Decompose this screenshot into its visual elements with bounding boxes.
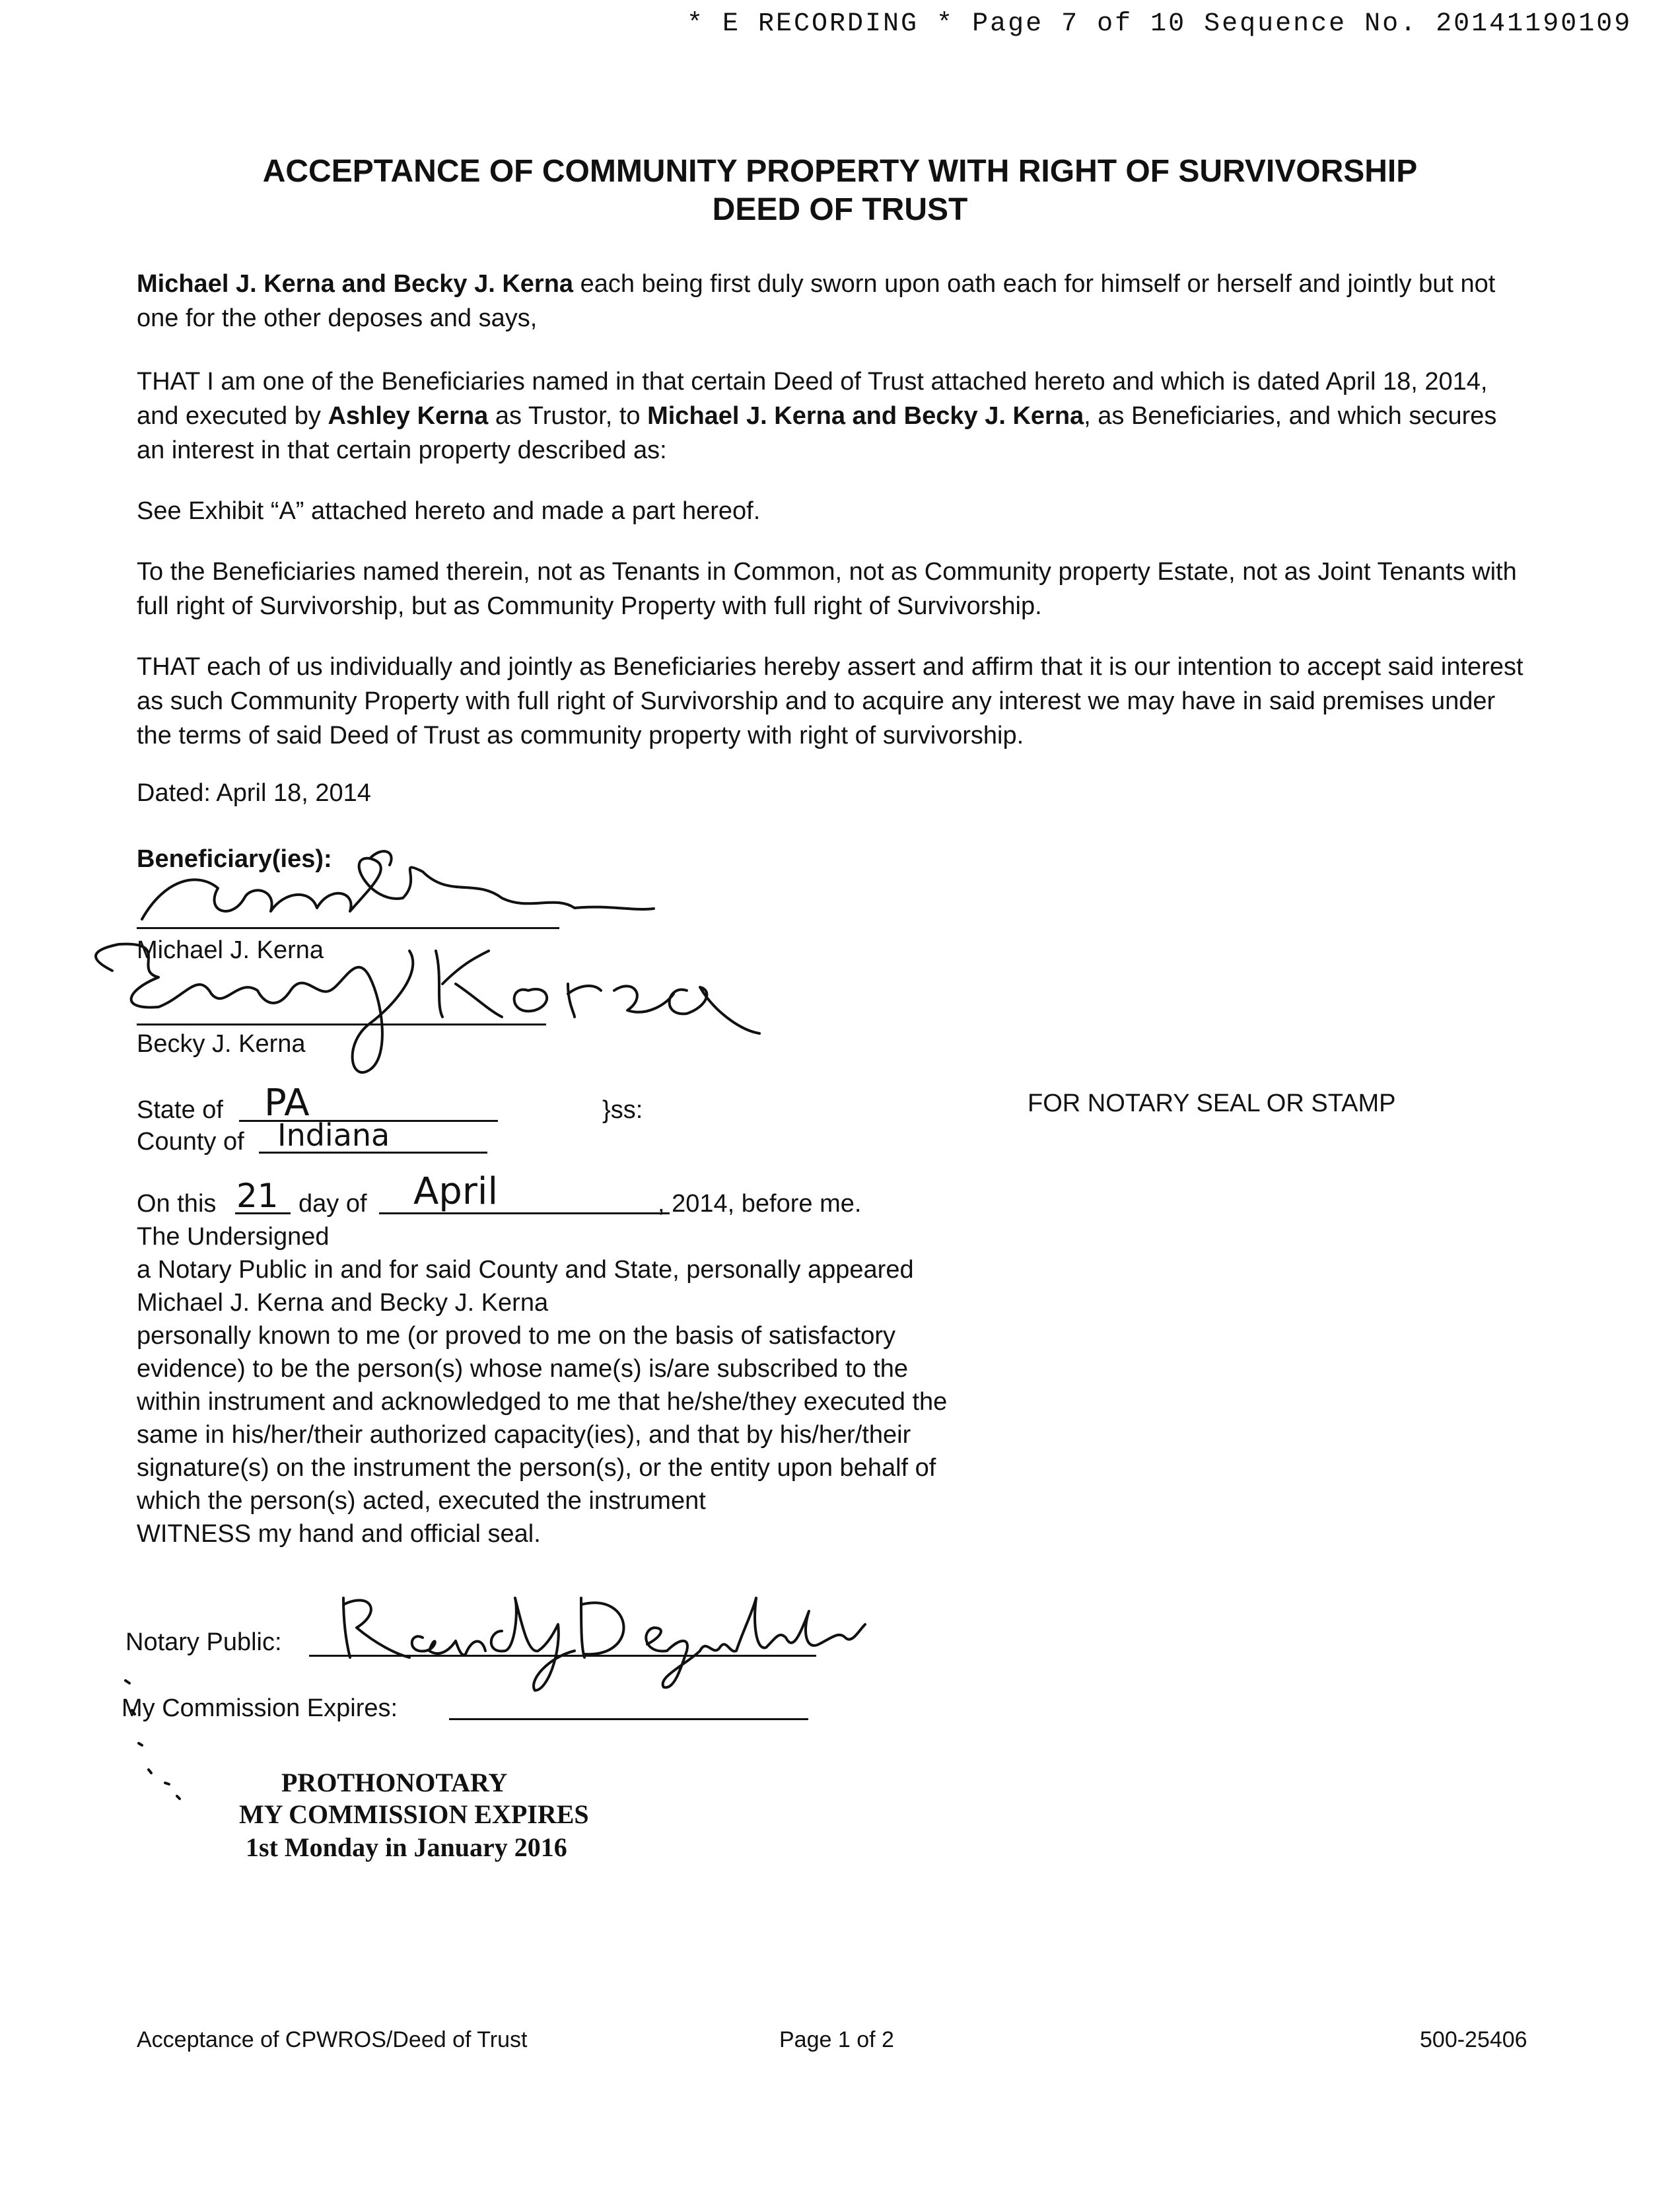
recording-header: * E RECORDING * Page 7 of 10 Sequence No. 20141190109	[687, 9, 1632, 39]
signer-name-becky: Becky J. Kerna	[137, 1030, 306, 1058]
intent-paragraph: THAT each of us individually and jointly as Beneficiaries hereby assert and affirm that it is our intention to accept said interest as such Community Property with full right of Survivorship and to acquire any interest we may have in said premises under the terms of said Deed of Trust as community property with right of survivorship.	[137, 653, 1523, 749]
that-part3: , as Beneficiaries, and which secures an interest in that certain property described as:	[137, 402, 1497, 464]
notary-signature-line	[309, 1655, 816, 1657]
dated-line: Dated: April 18, 2014	[137, 779, 371, 807]
exhibit-paragraph: See Exhibit “A” attached hereto and made a part hereof.	[137, 497, 761, 525]
signature-line-becky	[137, 1024, 546, 1025]
that-part1: THAT I am one of the Beneficiaries named in that certain Deed of Trust attached hereto and which is dated April 18, 2014, and executed by	[137, 368, 1488, 430]
tenancy-paragraph: To the Beneficiaries named therein, not as Tenants in Common, not as Community property Estate, not as Joint Tenants with full right of Survivorship, but as Community Property with full right of Survivorship.	[137, 558, 1517, 620]
state-label: State of	[137, 1096, 223, 1124]
footer-page-number: Page 1 of 2	[779, 2027, 894, 2052]
beneficiary-names: Michael J. Kerna and Becky J. Kerna	[647, 402, 1084, 430]
document-subtitle: DEED OF TRUST	[712, 192, 968, 227]
county-value: Indiana	[277, 1117, 390, 1153]
trustor-name: Ashley Kerna	[328, 402, 489, 430]
notary-public-label: Notary Public:	[125, 1628, 282, 1656]
stamp-line-3: 1st Monday in January 2016	[246, 1832, 567, 1862]
footer-file-number: 500-25406	[1420, 2027, 1527, 2052]
day-value: 21	[236, 1177, 279, 1215]
on-this-label: On this	[137, 1190, 217, 1218]
beneficiaries-heading: Beneficiary(ies):	[137, 845, 332, 873]
stamp-line-1: PROTHONOTARY	[281, 1768, 508, 1797]
commission-expires-label: My Commission Expires:	[122, 1694, 398, 1722]
intro-names: Michael J. Kerna and Becky J. Kerna	[137, 270, 574, 298]
deed-description-paragraph	[137, 364, 1530, 468]
document-title: ACCEPTANCE OF COMMUNITY PROPERTY WITH RIGHT OF SURVIVORSHIP	[262, 154, 1418, 189]
acknowledgment-body: The Undersigned a Notary Public in and for said County and State, personally appeared Michael J. Kerna and Becky J. Kerna personally known to me (or proved to me on the basis of satisfactory evidence) to be the person(s) whose name(s) is/are subscribed to the within instrument and acknowledged to me that he/she/they executed the same in his/her/their authorized capacity(ies), and that by his/her/their signature(s) on the instrument the person(s), or the entity upon behalf of which the person(s) acted, executed the instrument WITNESS my hand and official seal.	[137, 1223, 948, 1548]
intro-paragraph	[137, 267, 1530, 335]
county-label: County of	[137, 1128, 244, 1156]
year-text: , 2014, before me.	[658, 1190, 862, 1218]
day-of-label: day of	[298, 1190, 367, 1218]
stamp-line-2: MY COMMISSION EXPIRES	[239, 1799, 589, 1829]
notary-seal-label: FOR NOTARY SEAL OR STAMP	[1028, 1090, 1396, 1117]
footer-document-name: Acceptance of CPWROS/Deed of Trust	[137, 2027, 528, 2052]
month-value: April	[413, 1170, 498, 1213]
signer-name-michael: Michael J. Kerna	[137, 936, 324, 964]
commission-expires-line	[449, 1718, 808, 1720]
state-value: PA	[264, 1082, 310, 1125]
signature-line-michael	[137, 927, 559, 929]
intro-text: each being first duly sworn upon oath each for himself or herself and jointly but not one for the other deposes and says,	[137, 270, 1496, 332]
that-part2: as Trustor, to	[488, 402, 648, 430]
ss-label: }ss:	[602, 1096, 643, 1124]
